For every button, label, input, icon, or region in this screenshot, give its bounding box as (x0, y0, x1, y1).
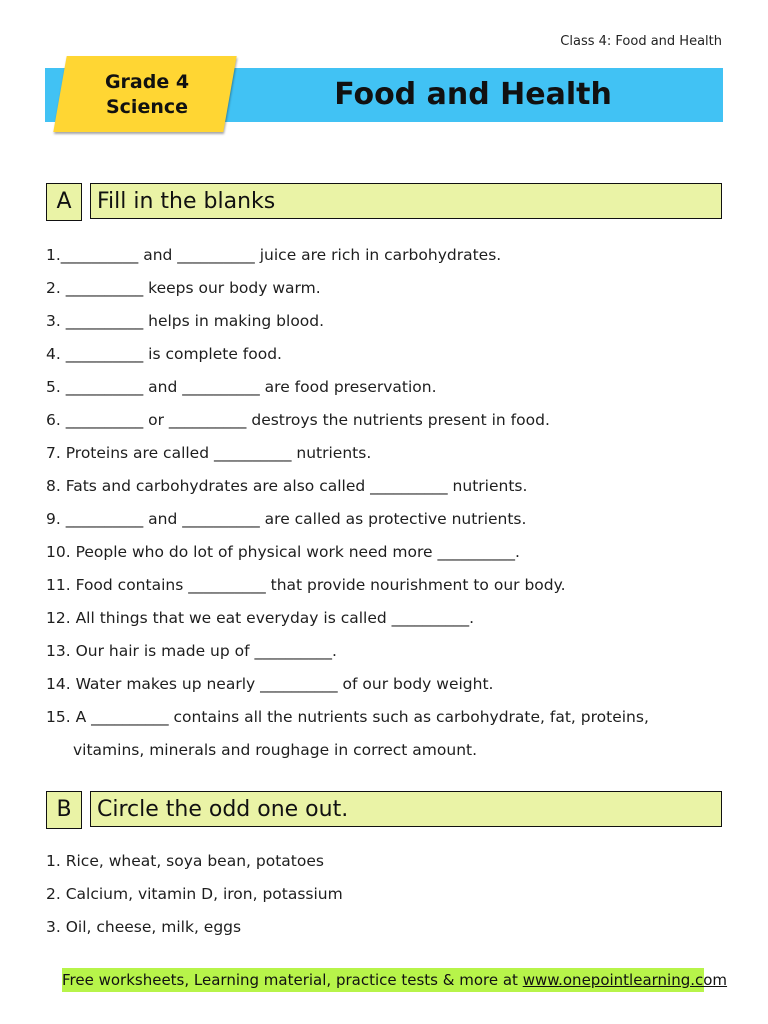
section-b-questions (46, 849, 736, 948)
question-13: 13. Our hair is made up of __________. (46, 642, 337, 660)
grade-label (64, 70, 230, 120)
section-a-title: Fill in the blanks (90, 183, 722, 219)
section-b-title: Circle the odd one out. (90, 791, 722, 827)
footer-banner (62, 968, 728, 992)
odd-one-1: 1. Rice, wheat, soya bean, potatoes (46, 852, 324, 870)
odd-one-3: 3. Oil, cheese, milk, eggs (46, 918, 242, 936)
question-15: 15. A __________ contains all the nutrients such as carbohydrate, fat, proteins, (46, 708, 649, 726)
question-7: 7. Proteins are called __________ nutrients. (46, 444, 372, 462)
question-11: 11. Food contains __________ that provide nourishment to our body. (46, 576, 566, 594)
question-1: 1.__________ and __________ juice are rich in carbohydrates. (46, 246, 502, 264)
section-a-questions (46, 243, 736, 771)
section-b-letter: B (46, 791, 82, 829)
subject-line: Science (105, 96, 189, 118)
question-6: 6. __________ or __________ destroys the nutrients present in food. (46, 411, 550, 429)
question-9: 9. __________ and __________ are called as protective nutrients. (46, 510, 527, 528)
section-a-letter: A (46, 183, 82, 221)
question-2: 2. __________ keeps our body warm. (46, 279, 321, 297)
page-title: Food and Health (334, 77, 612, 112)
grade-line: Grade 4 (104, 71, 190, 93)
question-4: 4. __________ is complete food. (46, 345, 282, 363)
question-12: 12. All things that we eat everyday is called __________. (46, 609, 475, 627)
question-10: 10. People who do lot of physical work need more __________. (46, 543, 520, 561)
question-3: 3. __________ helps in making blood. (46, 312, 325, 330)
footer-text: Free worksheets, Learning material, practice tests & more at (62, 971, 523, 989)
odd-one-2: 2. Calcium, vitamin D, iron, potassium (46, 885, 343, 903)
footer-link[interactable]: www.onepointlearning.com (522, 971, 728, 989)
question-5: 5. __________ and __________ are food preservation. (46, 378, 437, 396)
question-8: 8. Fats and carbohydrates are also called __________ nutrients. (46, 477, 528, 495)
class-label: Class 4: Food and Health (560, 34, 722, 49)
question-14: 14. Water makes up nearly __________ of our body weight. (46, 675, 494, 693)
question-15-continued: vitamins, minerals and roughage in correct amount. (73, 741, 478, 759)
